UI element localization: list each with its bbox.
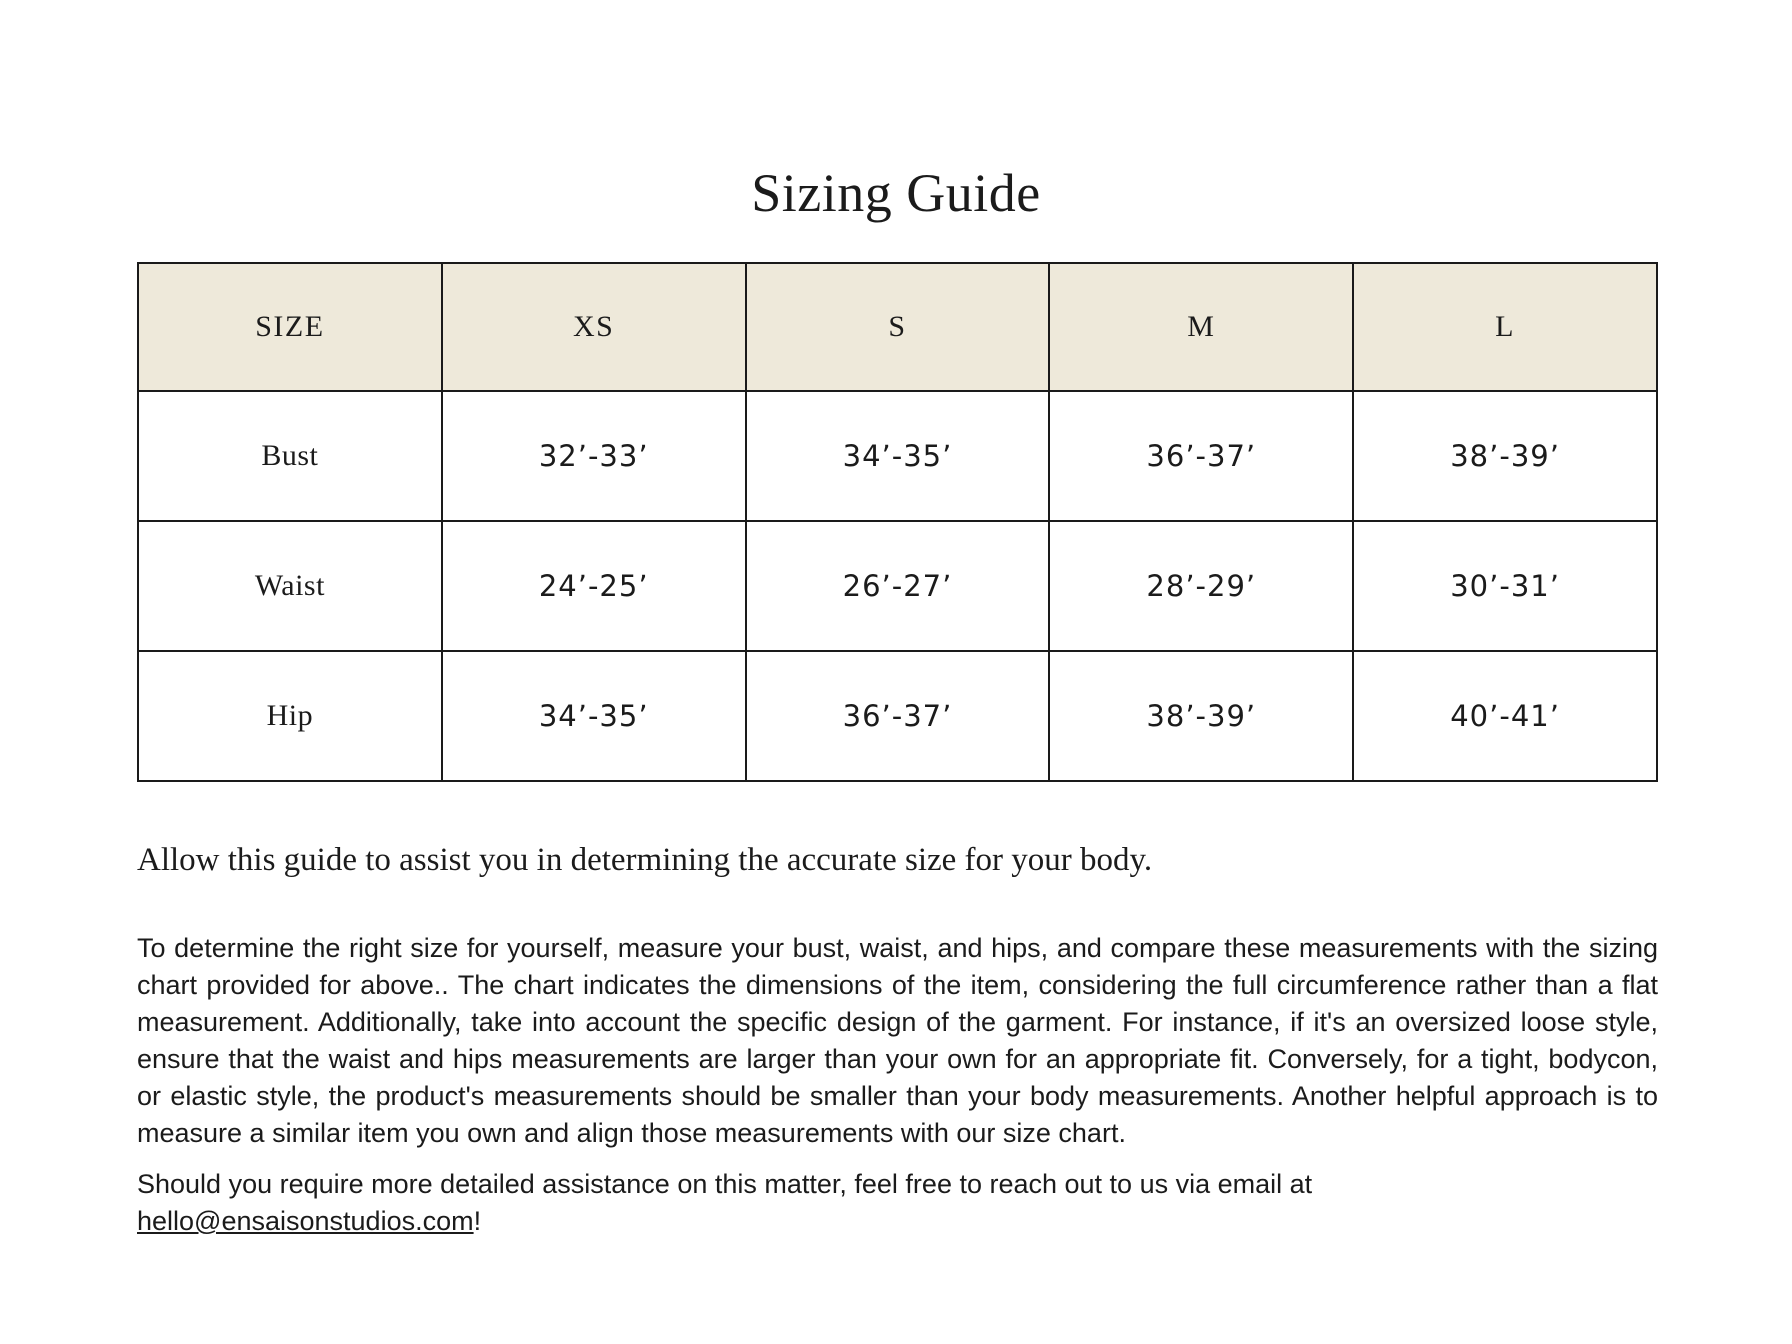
hip-xs-value: 34’-35’ — [442, 651, 746, 781]
contact-text-prefix: Should you require more detailed assistance on this matter, feel free to reach out to us via email at — [137, 1169, 1313, 1199]
row-label-hip: Hip — [138, 651, 442, 781]
bust-m-value: 36’-37’ — [1049, 391, 1353, 521]
contact-line — [137, 1166, 1658, 1240]
table-row-waist — [138, 521, 1657, 651]
sizing-instructions-paragraph: To determine the right size for yourself, measure your bust, waist, and hips, and compare these measurements with the sizing chart provided for above.. The chart indicates the dimensions of the item, considering the full circumference rather than a flat measurement. Additionally, take into account the specific design of the garment. For instance, if it's an oversized loose style, ensure that the waist and hips measurements are larger than your own for an appropriate fit. Conversely, for a tight, bodycon, or elastic style, the product's measurements should be smaller than your body measurements. Another helpful approach is to measure a similar item you own and align those measurements with our size chart. — [137, 933, 1658, 1148]
row-label-bust: Bust — [138, 391, 442, 521]
table-row-hip — [138, 651, 1657, 781]
guide-subheading: Allow this guide to assist you in determining the accurate size for your body. — [137, 842, 1153, 878]
email-link[interactable]: hello@ensaisonstudios.com — [137, 1206, 474, 1236]
column-header-size: SIZE — [138, 263, 442, 391]
hip-l-value: 40’-41’ — [1353, 651, 1657, 781]
waist-xs-value: 24’-25’ — [442, 521, 746, 651]
column-header-m: M — [1049, 263, 1353, 391]
bust-xs-value: 32’-33’ — [442, 391, 746, 521]
table-row-bust — [138, 391, 1657, 521]
hip-s-value: 36’-37’ — [746, 651, 1050, 781]
column-header-xs: XS — [442, 263, 746, 391]
page-title: Sizing Guide — [751, 163, 1041, 224]
column-header-l: L — [1353, 263, 1657, 391]
bust-s-value: 34’-35’ — [746, 391, 1050, 521]
row-label-waist: Waist — [138, 521, 442, 651]
waist-m-value: 28’-29’ — [1049, 521, 1353, 651]
hip-m-value: 38’-39’ — [1049, 651, 1353, 781]
contact-text-suffix: ! — [473, 1206, 482, 1236]
waist-l-value: 30’-31’ — [1353, 521, 1657, 651]
bust-l-value: 38’-39’ — [1353, 391, 1657, 521]
sizing-table — [137, 262, 1658, 782]
table-header-row — [138, 263, 1657, 391]
waist-s-value: 26’-27’ — [746, 521, 1050, 651]
column-header-s: S — [746, 263, 1050, 391]
